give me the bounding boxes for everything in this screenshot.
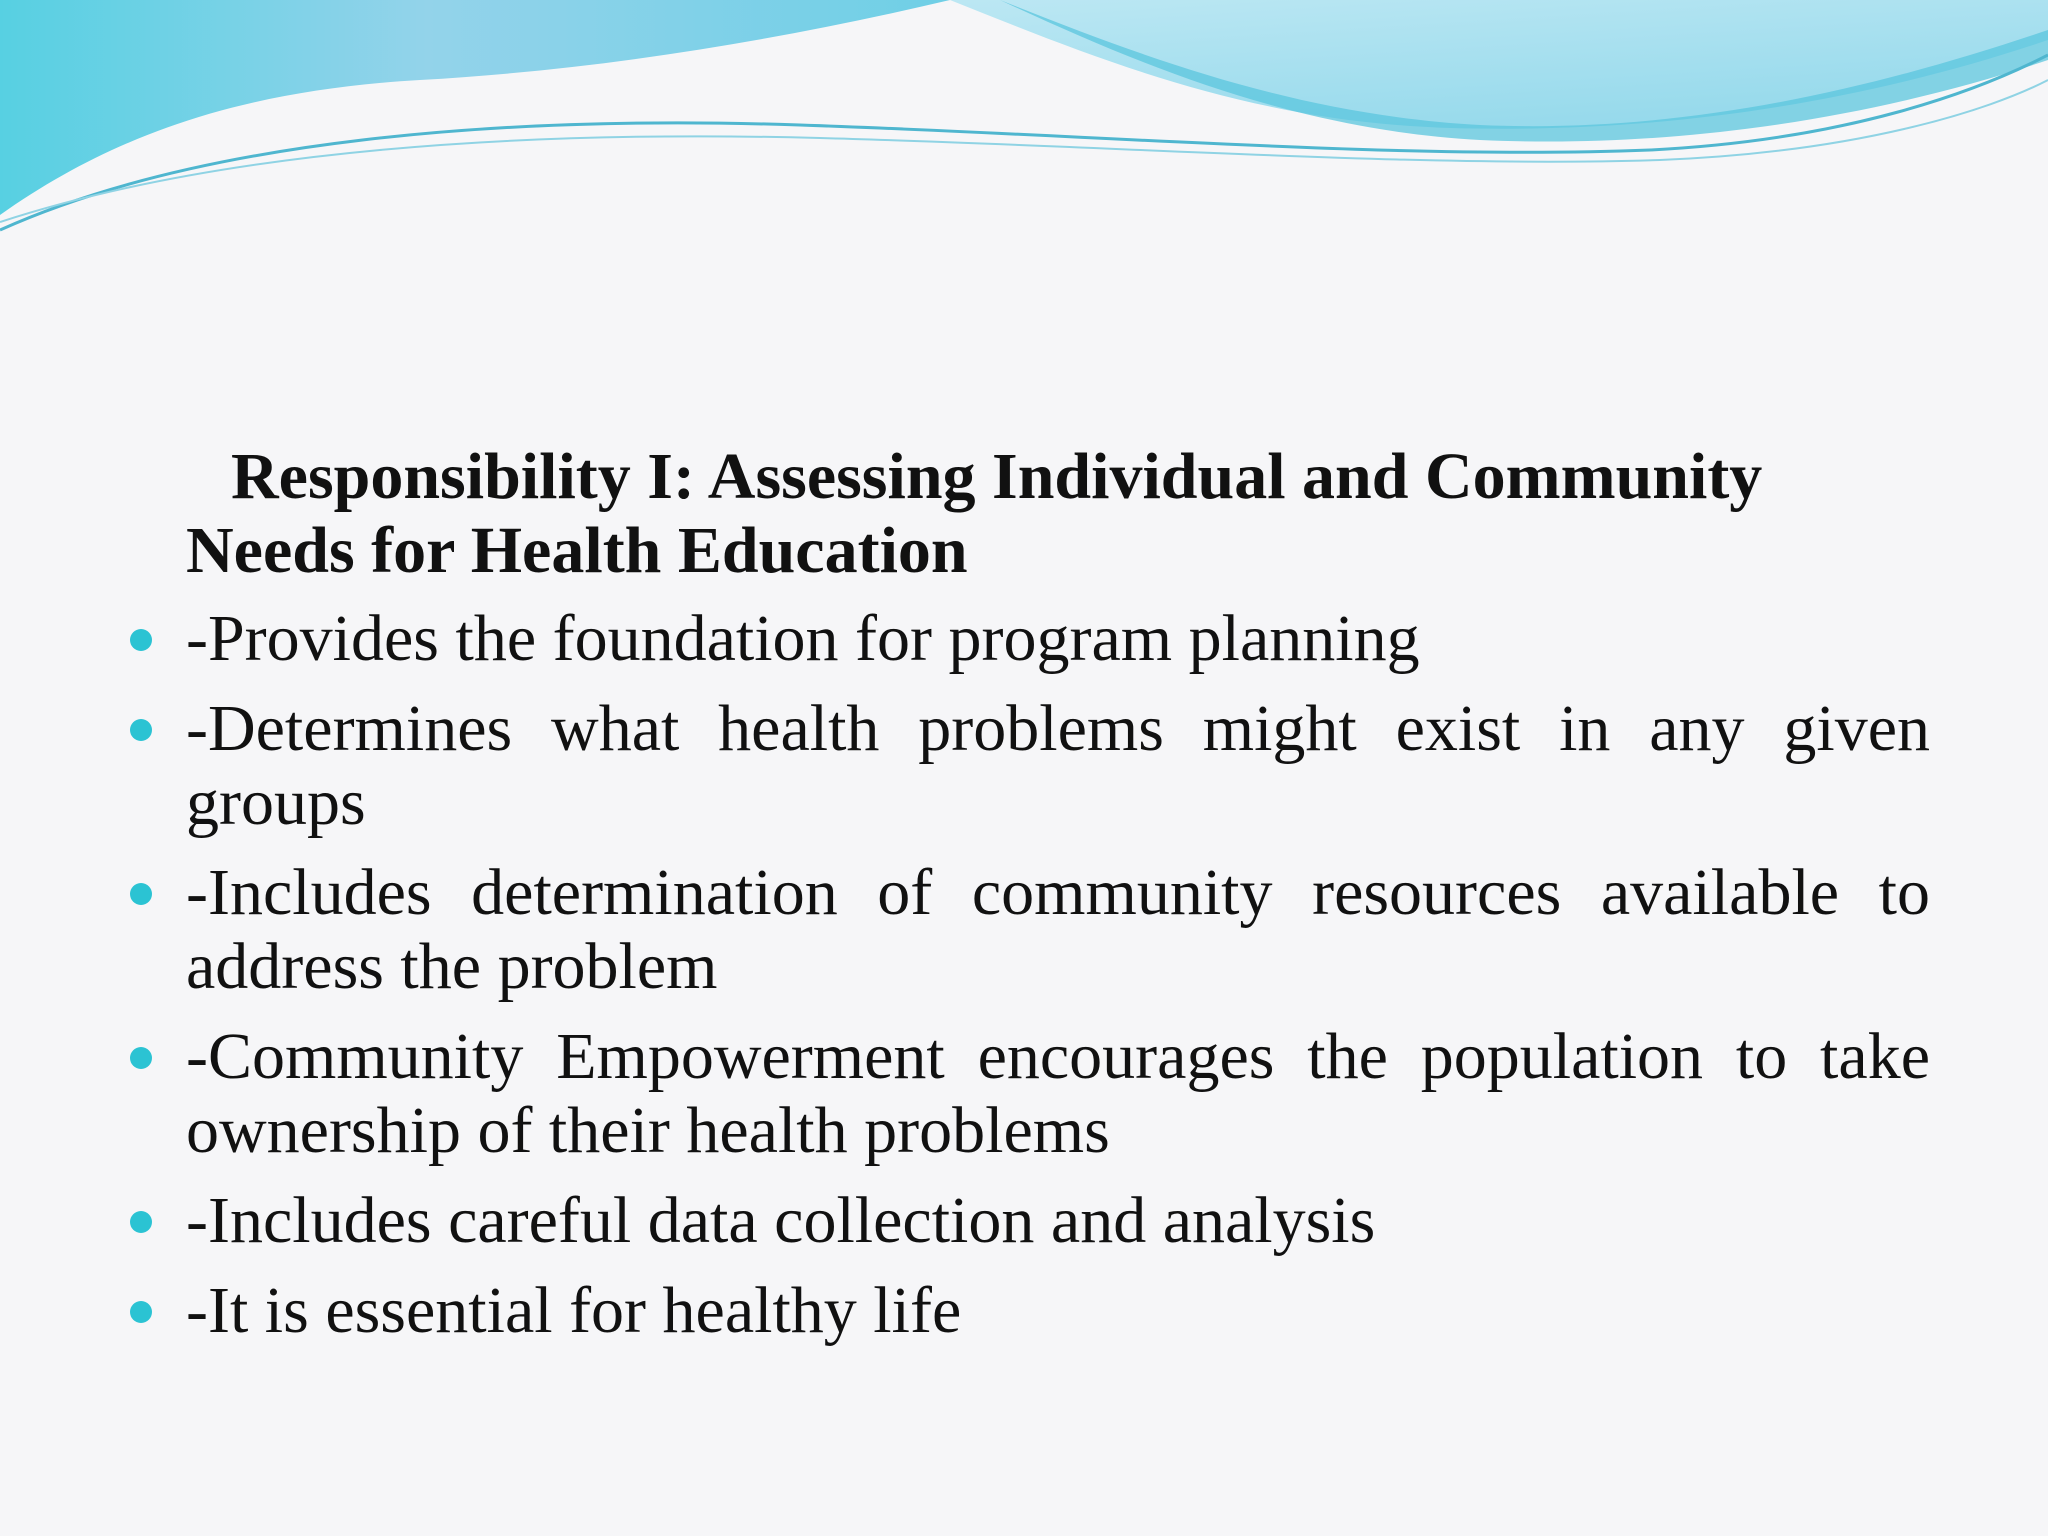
bullet-text: -Community Empowerment encourages the population to take ownership of their health problems: [186, 1020, 1930, 1167]
bullet-dot-icon: [130, 629, 152, 651]
wave-shape-front: [0, 0, 950, 215]
bullet-text: -Includes determination of community resources available to address the problem: [186, 856, 1930, 1003]
bullet-item: [130, 1274, 1930, 1348]
bullet-list: [130, 602, 1930, 1348]
slide-heading-line-2: Needs for Health Education: [186, 514, 968, 587]
bullet-dot-icon: [130, 1047, 152, 1069]
bullet-item: [130, 1020, 1930, 1168]
bullet-item: [130, 1184, 1930, 1258]
bullet-text: -It is essential for healthy life: [186, 1274, 962, 1347]
bullet-text: -Includes careful data collection and analysis: [186, 1184, 1376, 1257]
bullet-text: -Determines what health problems might exist in any given groups: [186, 692, 1930, 839]
bullet-dot-icon: [130, 883, 152, 905]
bullet-text: -Provides the foundation for program planning: [186, 602, 1420, 675]
slide-content: [130, 440, 1930, 1364]
bullet-dot-icon: [130, 1211, 152, 1233]
bullet-dot-icon: [130, 1301, 152, 1323]
bullet-item: [130, 602, 1930, 676]
slide-heading-line-1: Responsibility I: Assessing Individual and Community: [231, 440, 1763, 513]
slide-heading: [130, 440, 1930, 588]
bullet-item: [130, 856, 1930, 1004]
bullet-item: [130, 692, 1930, 840]
bullet-dot-icon: [130, 719, 152, 741]
decorative-wave-banner: [0, 0, 2048, 240]
